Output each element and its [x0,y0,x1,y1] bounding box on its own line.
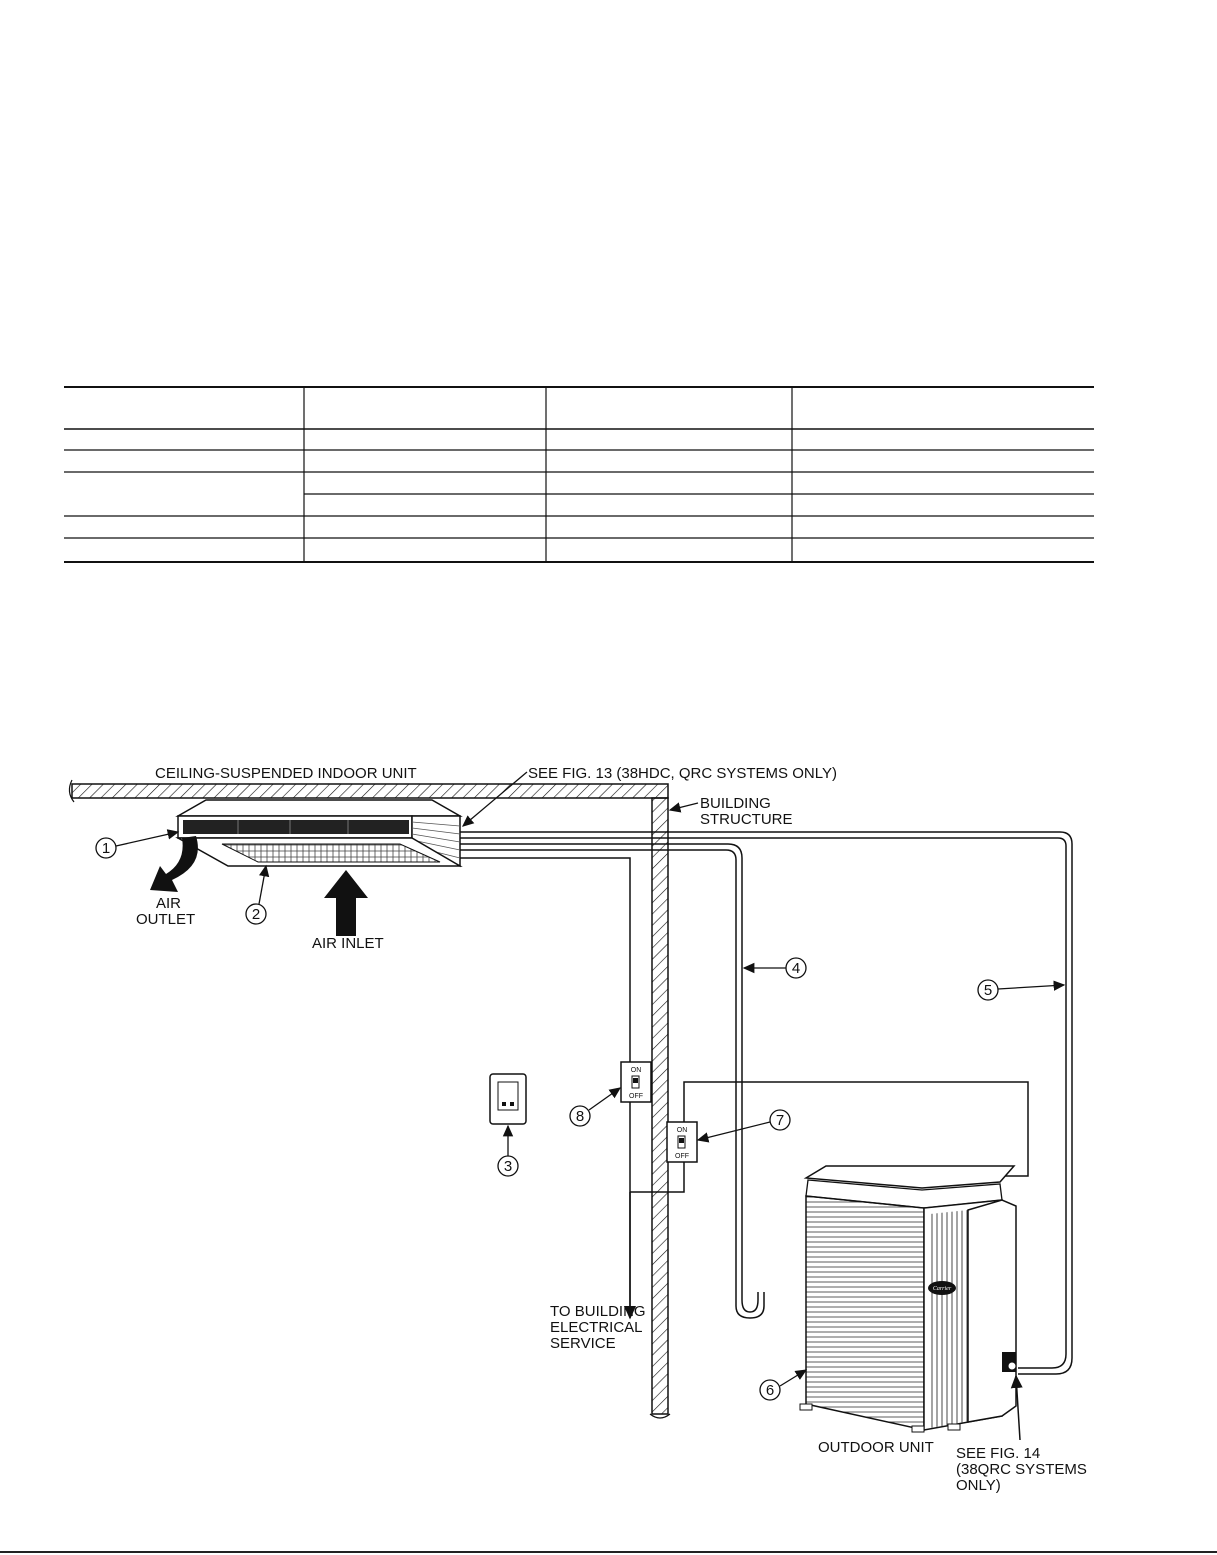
ceiling-slab [69,780,668,802]
ceiling-indoor-unit [178,800,460,866]
svg-text:Carrier: Carrier [932,1286,952,1292]
svg-text:7: 7 [775,1112,785,1129]
ceiling-unit-label: CEILING-SUSPENDED INDOOR UNIT [155,765,417,782]
building-structure-label-1: BUILDING [700,795,771,812]
svg-text:1: 1 [101,840,111,857]
svg-text:2: 2 [251,906,261,923]
building-structure-wall [650,798,670,1418]
callout-5 [978,980,1064,1000]
svg-text:OFF: OFF [675,1153,689,1160]
svg-text:6: 6 [765,1382,775,1399]
indoor-disconnect-switch [621,1062,651,1102]
building-structure-label-2: STRUCTURE [700,811,793,828]
callout-1 [96,832,178,858]
outdoor-disconnect-switch [667,1122,697,1162]
see-fig14-label-2: (38QRC SYSTEMS [956,1461,1087,1478]
callout-7 [698,1110,790,1140]
specification-table [64,386,1094,564]
callout-2 [246,866,266,924]
air-inlet-label: AIR INLET [312,935,384,952]
air-outlet-arrow [150,836,198,892]
to-building-label-2: ELECTRICAL [550,1319,643,1336]
svg-text:5: 5 [983,982,993,999]
svg-text:ON: ON [630,1067,642,1074]
svg-text:8: 8 [575,1108,585,1125]
thermostat [490,1074,526,1124]
svg-text:3: 3 [503,1158,513,1175]
callout-4 [744,958,806,978]
callout-8 [570,1088,620,1126]
to-building-label-3: SERVICE [550,1335,616,1352]
air-outlet-label-2: OUTLET [136,911,196,928]
outdoor-unit [800,1166,1016,1432]
air-inlet-arrow [324,870,368,936]
see-fig13-label: SEE FIG. 13 (38HDC, QRC SYSTEMS ONLY) [528,765,837,782]
page-bottom-rule [0,1551,1217,1553]
svg-text:4: 4 [791,960,801,977]
svg-text:ON: ON [676,1127,688,1134]
see-fig14-label-1: SEE FIG. 14 [956,1445,1041,1462]
system-installation-diagram [0,740,1217,1500]
to-building-label-1: TO BUILDING [550,1303,646,1320]
svg-text:OFF: OFF [629,1093,643,1100]
callout-6 [760,1370,806,1400]
air-outlet-label-1: AIR [156,895,182,912]
see-fig14-label-3: ONLY) [956,1477,1001,1494]
callout-3 [498,1126,518,1176]
outdoor-unit-label: OUTDOOR UNIT [818,1439,934,1456]
